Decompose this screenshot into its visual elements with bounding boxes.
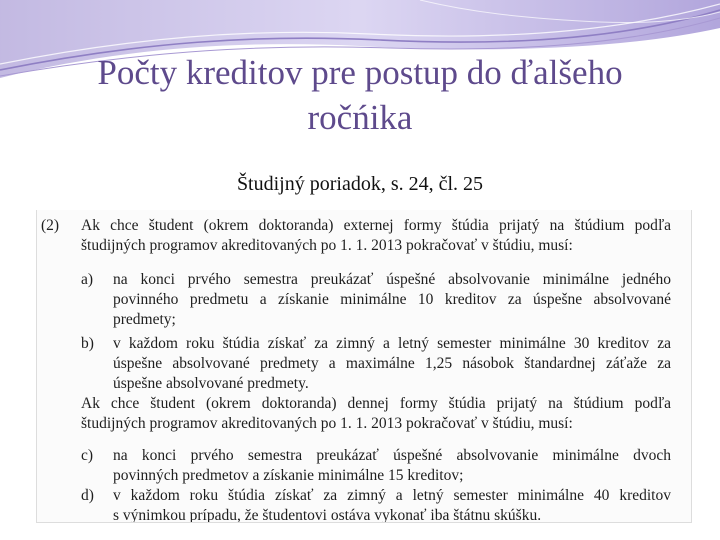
intro-2-line-2: študijných programov akreditovaných po 1. 1. 2013 pokračovať v štúdiu, musí: bbox=[81, 415, 573, 432]
item-c-marker: c) bbox=[81, 447, 94, 464]
item-c-line-2: povinných predmetov a získanie minimálne 15 kreditov; bbox=[113, 467, 464, 484]
item-d-line-2: s výnimkou prípadu, že študentovi ostáva vykonať iba štátnu skúšku. bbox=[113, 507, 542, 523]
intro-2-line-1: Ak chce študent (okrem doktoranda) dennej formy štúdia prijatý na štúdium podľa bbox=[81, 395, 671, 412]
slide-subtitle: Študijný poriadok, s. 24, čl. 25 bbox=[236, 173, 484, 195]
slide-title bbox=[30, 50, 690, 140]
item-d-line-1: v každom roku štúdia získať za zimný a letný semester minimálne 40 kreditov bbox=[113, 487, 671, 504]
intro-1-line-1: Ak chce študent (okrem doktoranda) externej formy štúdia prijatý na štúdium podľa bbox=[81, 217, 671, 234]
item-c-line-1: na konci prvého semestra preukázať úspešné absolvovanie minimálne dvoch bbox=[113, 447, 671, 464]
slide-title-line-2: ročńika bbox=[307, 98, 413, 137]
item-d-marker: d) bbox=[81, 487, 94, 504]
item-b-line-3: úspešne absolvované predmety. bbox=[113, 375, 309, 392]
slide-title-line-1: Počty kreditov pre postup do ďalšeho bbox=[97, 53, 623, 92]
item-b-line-2: úspešne absolvované predmety a maximálne 1,25 násobok štandardnej záťaže za bbox=[113, 355, 671, 372]
item-a-marker: a) bbox=[81, 271, 94, 288]
item-a-line-3: predmety; bbox=[113, 311, 176, 328]
item-a-line-2: povinného predmetu a získanie minimálne 10 kreditov za úspešne absolvované bbox=[113, 291, 671, 308]
item-b-marker: b) bbox=[81, 335, 94, 352]
item-b-line-1: v každom roku štúdia získať za zimný a letný semester minimálne 30 kreditov za bbox=[113, 335, 671, 352]
document-excerpt-image bbox=[36, 210, 692, 523]
paragraph-number: (2) bbox=[41, 217, 60, 234]
intro-1-line-2: študijných programov akreditovaných po 1. 1. 2013 pokračovať v štúdiu, musí: bbox=[81, 237, 573, 254]
item-a-line-1: na konci prvého semestra preukázať úspešné absolvovanie minimálne jedného bbox=[113, 271, 671, 288]
